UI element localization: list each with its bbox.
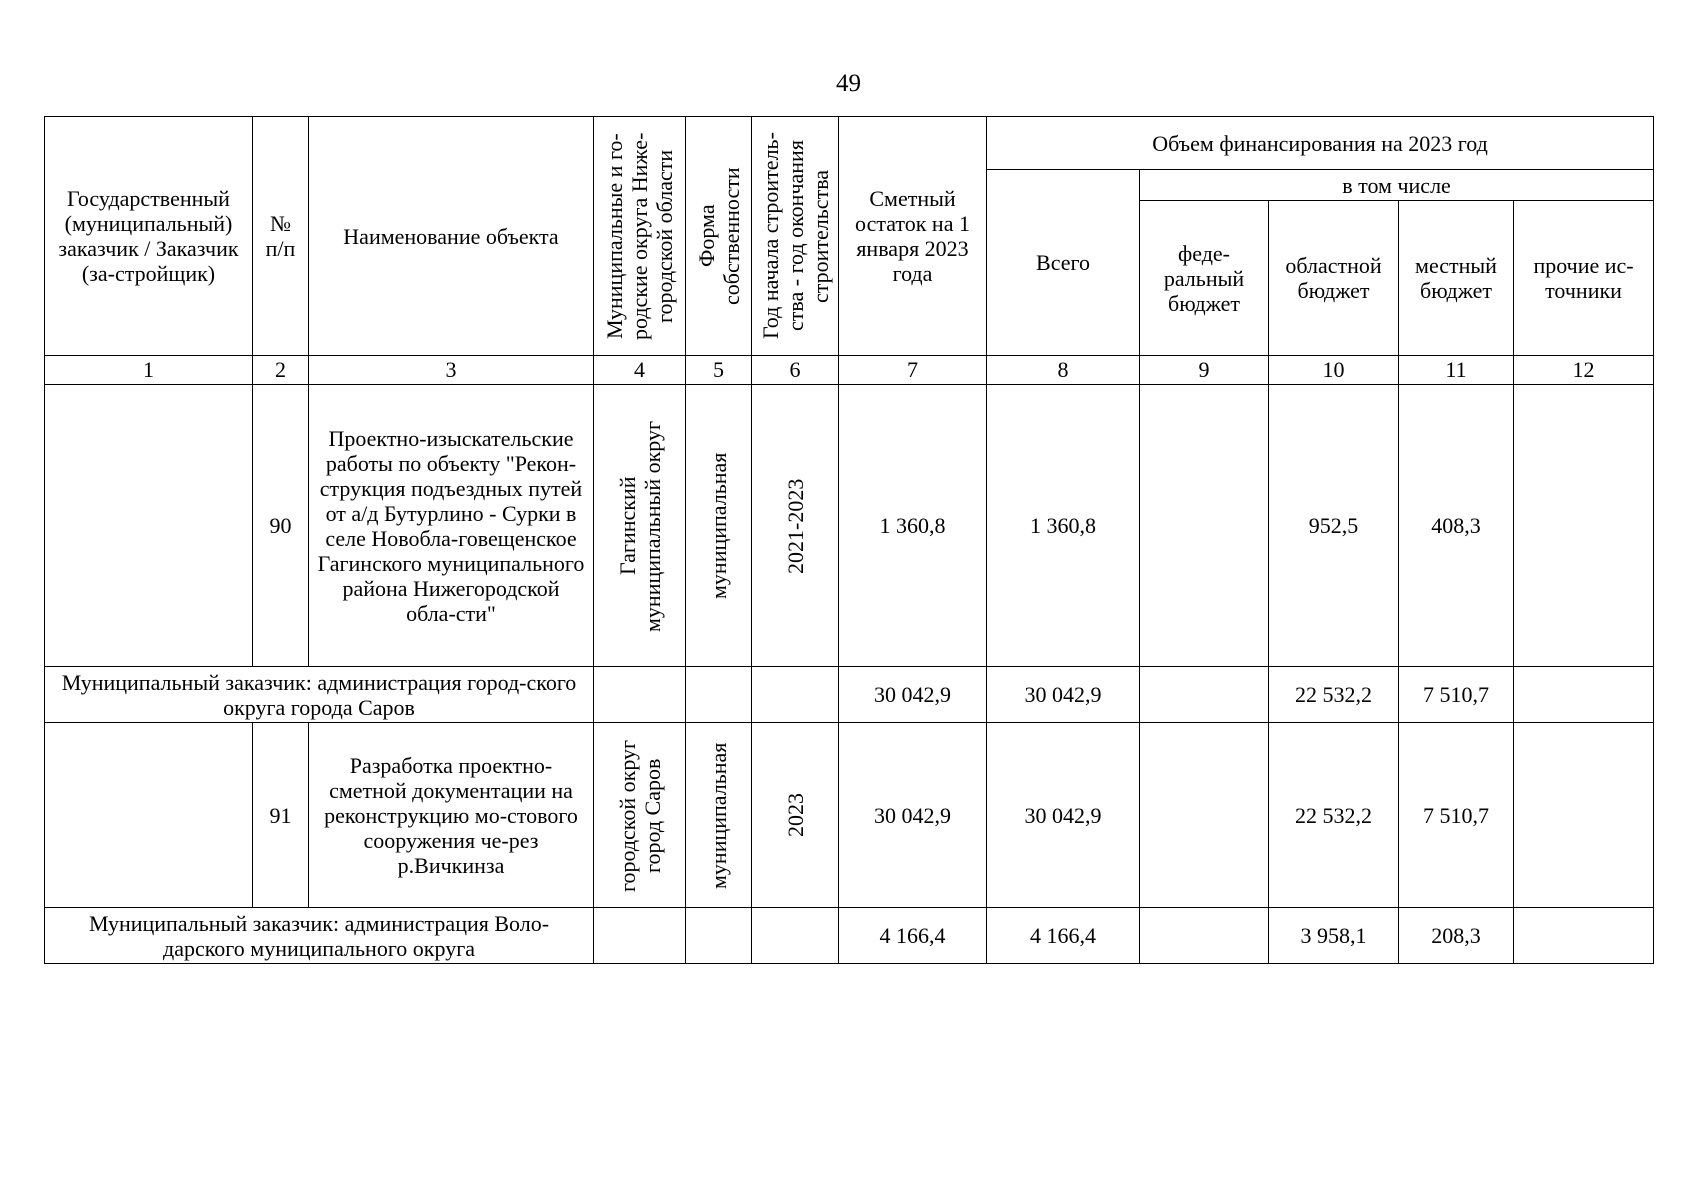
cell-federal: [1140, 385, 1269, 667]
header-customer: Государственный (муниципальный) заказчик / Заказчик (за-стройщик): [45, 117, 253, 356]
cell-district-line-1: городской округ: [614, 738, 640, 892]
cell-years: [752, 385, 839, 667]
cell-other: [1514, 385, 1654, 667]
column-numbers-row: [45, 356, 1654, 385]
header-ownership-line-2: собственности: [718, 167, 744, 305]
cell-total: 30 042,9: [987, 667, 1140, 723]
cell-ownership-text: муниципальная: [706, 741, 731, 889]
cell-district-line-2: муниципальный округ: [639, 420, 665, 632]
customer-label: Муниципальный заказчик: администрация Воло-дарского муниципального округа: [45, 908, 594, 964]
col-number: 11: [1399, 356, 1514, 385]
cell-local: 408,3: [1399, 385, 1514, 667]
cell-regional: 3 958,1: [1269, 908, 1399, 964]
header-local: местный бюджет: [1399, 201, 1514, 356]
col-number: 12: [1514, 356, 1654, 385]
cell-balance: 30 042,9: [839, 723, 987, 908]
header-financing: Объем финансирования на 2023 год: [987, 117, 1654, 170]
cell-object-name: Проектно-изыскательские работы по объекту "Рекон-струкция подъездных путей от а/д Бутурлино - Сурки в селе Новобла-говещенское Гагинского муниципального района Нижегородской обла-сти": [309, 385, 594, 667]
header-districts-line-3: городской области: [652, 149, 677, 323]
col-number: 10: [1269, 356, 1399, 385]
cell-other: [1514, 908, 1654, 964]
header-regional: областной бюджет: [1269, 201, 1399, 356]
cell-customer-empty: [45, 385, 253, 667]
cell-years: [752, 723, 839, 908]
cell-ownership-text: муниципальная: [706, 452, 731, 599]
cell-regional: 22 532,2: [1269, 667, 1399, 723]
cell-total: 1 360,8: [987, 385, 1140, 667]
col-number: 1: [45, 356, 253, 385]
cell-balance: 30 042,9: [839, 667, 987, 723]
header-row-1: [45, 117, 1654, 170]
cell-years-text: 2021-2023: [782, 477, 808, 574]
table-row-90: [45, 385, 1654, 667]
col-number: 9: [1140, 356, 1269, 385]
cell-empty: [752, 908, 839, 964]
cell-federal: [1140, 667, 1269, 723]
cell-district: [594, 723, 686, 908]
header-other: прочие ис-точники: [1514, 201, 1654, 356]
cell-empty: [594, 908, 686, 964]
header-object-name: Наименование объекта: [309, 117, 594, 356]
customer-label: Муниципальный заказчик: администрация город-ского округа города Саров: [45, 667, 594, 723]
col-number: 2: [253, 356, 309, 385]
header-ownership-line-1: Форма: [693, 204, 719, 268]
cell-other: [1514, 723, 1654, 908]
cell-total: 4 166,4: [987, 908, 1140, 964]
cell-num: 91: [253, 723, 309, 908]
header-ownership: [686, 117, 752, 356]
financing-table: [44, 116, 1654, 964]
cell-local: 208,3: [1399, 908, 1514, 964]
col-number: 5: [686, 356, 752, 385]
header-total: Всего: [987, 170, 1140, 356]
cell-total: 30 042,9: [987, 723, 1140, 908]
cell-federal: [1140, 908, 1269, 964]
cell-object-name: Разработка проектно-сметной документации на реконструкцию мо-стового сооружения че-рез р.Вичкинза: [309, 723, 594, 908]
cell-district: [594, 385, 686, 667]
cell-balance: 1 360,8: [839, 385, 987, 667]
header-districts-line-1: Муниципальные и го-: [602, 133, 627, 339]
cell-local: 7 510,7: [1399, 723, 1514, 908]
table-row-91: [45, 723, 1654, 908]
cell-empty: [686, 908, 752, 964]
customer-row-volodarsk: [45, 908, 1654, 964]
cell-empty: [686, 667, 752, 723]
header-num: № п/п: [253, 117, 309, 356]
header-years: [752, 117, 839, 356]
header-districts: [594, 117, 686, 356]
cell-regional: 952,5: [1269, 385, 1399, 667]
header-years-line-2: ства - год окончания: [782, 140, 808, 332]
header-districts-line-2: родские округа Ниже-: [627, 132, 652, 340]
cell-federal: [1140, 723, 1269, 908]
col-number: 6: [752, 356, 839, 385]
cell-customer-empty: [45, 723, 253, 908]
cell-local: 7 510,7: [1399, 667, 1514, 723]
cell-district-line-2: город Саров: [639, 757, 665, 873]
cell-ownership: [686, 385, 752, 667]
cell-ownership: [686, 723, 752, 908]
cell-years-text: 2023: [782, 793, 808, 837]
col-number: 8: [987, 356, 1140, 385]
header-federal: феде-ральный бюджет: [1140, 201, 1269, 356]
col-number: 7: [839, 356, 987, 385]
cell-other: [1514, 667, 1654, 723]
header-balance: Сметный остаток на 1 января 2023 года: [839, 117, 987, 356]
customer-row-sarov: [45, 667, 1654, 723]
page-number: 49: [836, 70, 861, 97]
cell-balance: 4 166,4: [839, 908, 987, 964]
col-number: 4: [594, 356, 686, 385]
cell-empty: [752, 667, 839, 723]
header-years-line-3: строительства: [807, 169, 833, 303]
cell-empty: [594, 667, 686, 723]
cell-regional: 22 532,2: [1269, 723, 1399, 908]
col-number: 3: [309, 356, 594, 385]
cell-num: 90: [253, 385, 309, 667]
header-including: в том числе: [1140, 170, 1654, 201]
header-years-line-1: Год начала строитель-: [757, 132, 783, 340]
cell-district-line-1: Гагинский: [614, 476, 640, 575]
